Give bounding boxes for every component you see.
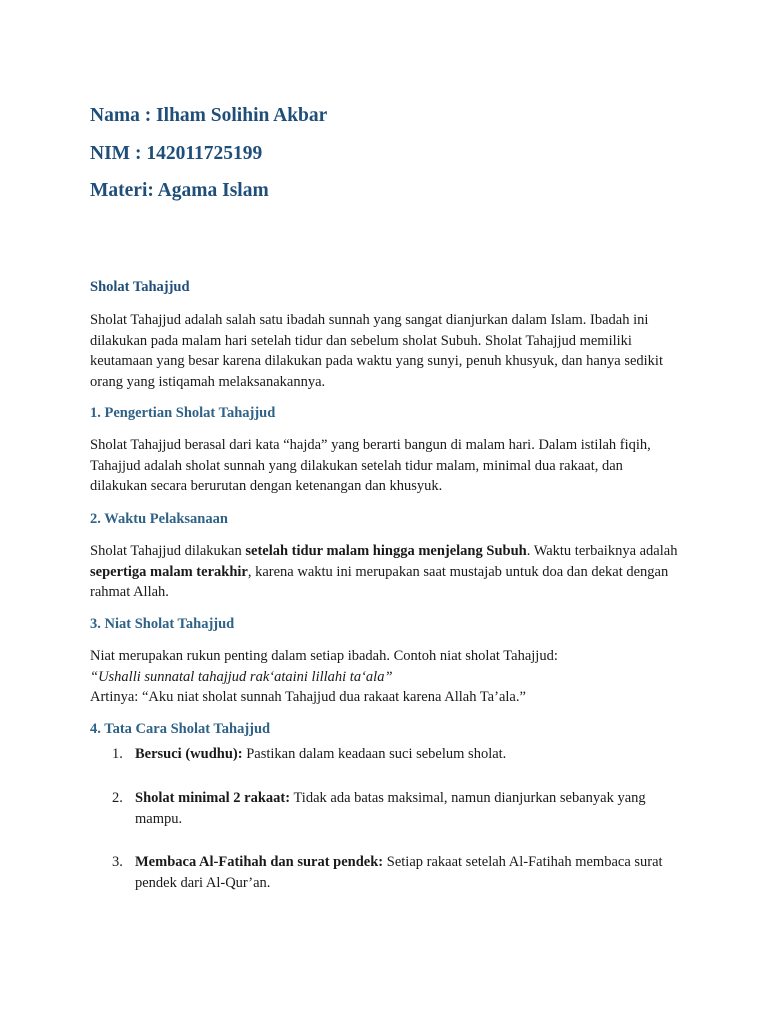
document-title: Sholat Tahajjud (90, 279, 190, 295)
list-number: 1. (112, 746, 123, 762)
list-item-bold: Membaca Al-Fatihah dan surat pendek: (135, 854, 384, 870)
niat-lafaz: “Ushalli sunnatal tahajjud rak‘ataini lillahi ta‘ala” (90, 668, 393, 685)
list-item (112, 852, 682, 893)
niat-paragraph (90, 646, 680, 708)
niat-intro: Niat merupakan rukun penting dalam setiap ibadah. Contoh niat sholat Tahajjud: (90, 648, 558, 664)
waktu-text-3: , karena waktu ini merupakan saat mustajab untuk doa dan dekat dengan rahmat Allah. (90, 563, 669, 600)
waktu-paragraph (90, 541, 680, 603)
subject-name: Materi: Agama Islam (90, 180, 269, 201)
student-name: Nama : Ilham Solihin Akbar (90, 105, 328, 126)
niat-arti: Artinya: “Aku niat sholat sunnah Tahajjud dua rakaat karena Allah Ta’ala.” (90, 689, 526, 705)
waktu-text-2: . Waktu terbaiknya adalah (526, 543, 678, 559)
pengertian-paragraph: Sholat Tahajjud berasal dari kata “hajda” yang berarti bangun di malam hari. Dalam istilah fiqih, Tahajjud adalah sholat sunnah yang dilakukan setelah tidur malam, minimal dua rakaat, dan dilakukan secara berurutan dengan ketenangan dan khusyuk. (90, 437, 651, 494)
waktu-bold-1: setelah tidur malam hingga menjelang Subuh (245, 543, 527, 559)
section-heading-pengertian: 1. Pengertian Sholat Tahajjud (90, 405, 276, 421)
list-item (112, 788, 682, 829)
list-item-text: Pastikan dalam keadaan suci sebelum sholat. (242, 746, 507, 762)
list-item-text: Setiap rakaat setelah Al-Fatihah membaca surat pendek dari Al-Qur’an. (135, 854, 663, 891)
student-nim: NIM : 142011725199 (90, 143, 263, 164)
list-item-text: Tidak ada batas maksimal, namun dianjurkan sebanyak yang mampu. (135, 790, 646, 827)
section-heading-tata-cara: 4. Tata Cara Sholat Tahajjud (90, 721, 271, 737)
list-item (112, 744, 682, 765)
waktu-text-1: Sholat Tahajjud dilakukan (90, 543, 246, 559)
list-item-bold: Sholat minimal 2 rakaat: (135, 790, 291, 806)
list-number: 2. (112, 790, 123, 806)
waktu-bold-2: sepertiga malam terakhir (90, 563, 248, 580)
list-number: 3. (112, 854, 123, 870)
list-item-bold: Bersuci (wudhu): (135, 746, 243, 762)
section-heading-niat: 3. Niat Sholat Tahajjud (90, 616, 235, 632)
section-heading-waktu: 2. Waktu Pelaksanaan (90, 511, 228, 527)
intro-paragraph: Sholat Tahajjud adalah salah satu ibadah sunnah yang sangat dianjurkan dalam Islam. Ibadah ini dilakukan pada malam hari setelah tidur dan sebelum sholat Subuh. Sholat Tahajjud memiliki keutamaan yang besar karena dilakukan pada waktu yang sunyi, penuh khusyuk, dan hanya sedikit orang yang istiqamah melaksanakannya. (90, 312, 663, 390)
